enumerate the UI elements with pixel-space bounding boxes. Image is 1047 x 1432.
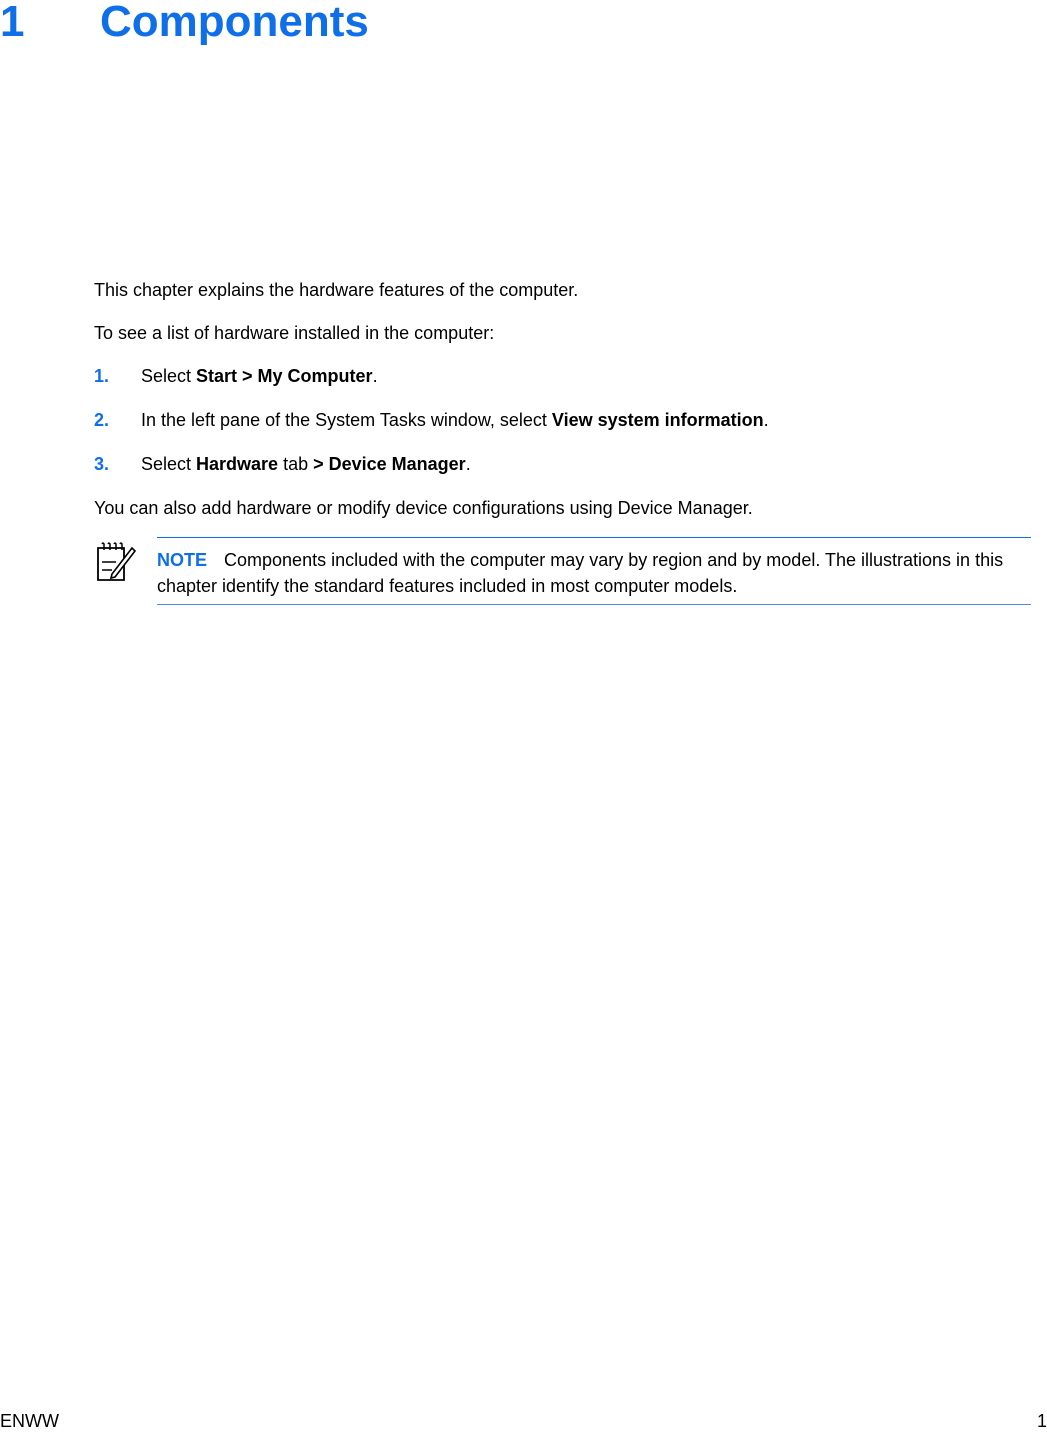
chapter-title-text: Components [100, 0, 369, 46]
ui-path: Hardware [196, 454, 279, 474]
ui-path: View system information [551, 410, 764, 430]
step-number: 2. [94, 410, 110, 430]
instruction-paragraph: To see a list of hardware installed in the computer: [94, 323, 495, 343]
note-bottom-rule [157, 604, 1031, 605]
note-label: NOTE [157, 550, 208, 570]
ui-path: > Device Manager [313, 454, 466, 474]
chapter-number: 1 [0, 0, 25, 46]
footer-label: ENWW [0, 1411, 59, 1431]
ui-path: Start > My Computer [196, 366, 373, 386]
closing-paragraph: You can also add hardware or modify device configurations using Device Manager. [94, 498, 753, 518]
step-number: 1. [94, 366, 110, 386]
step-text: Select Hardware tab > Device Manager. [141, 454, 471, 474]
page-number: 1 [1036, 1411, 1047, 1431]
step-text: Select Start > My Computer. [141, 366, 378, 386]
step-number: 3. [94, 454, 110, 474]
note-body: Components included with the computer may vary by region and by model. The illustrations in this chapter identify the standard features included in most computer models. [157, 550, 1004, 596]
step-text: In the left pane of the System Tasks window, select View system information. [141, 410, 769, 430]
chapter-title [0, 0, 369, 50]
note-pencil-icon [94, 540, 136, 584]
note-top-rule [157, 537, 1031, 538]
note-text [157, 547, 1031, 599]
intro-paragraph: This chapter explains the hardware features of the computer. [94, 280, 579, 300]
